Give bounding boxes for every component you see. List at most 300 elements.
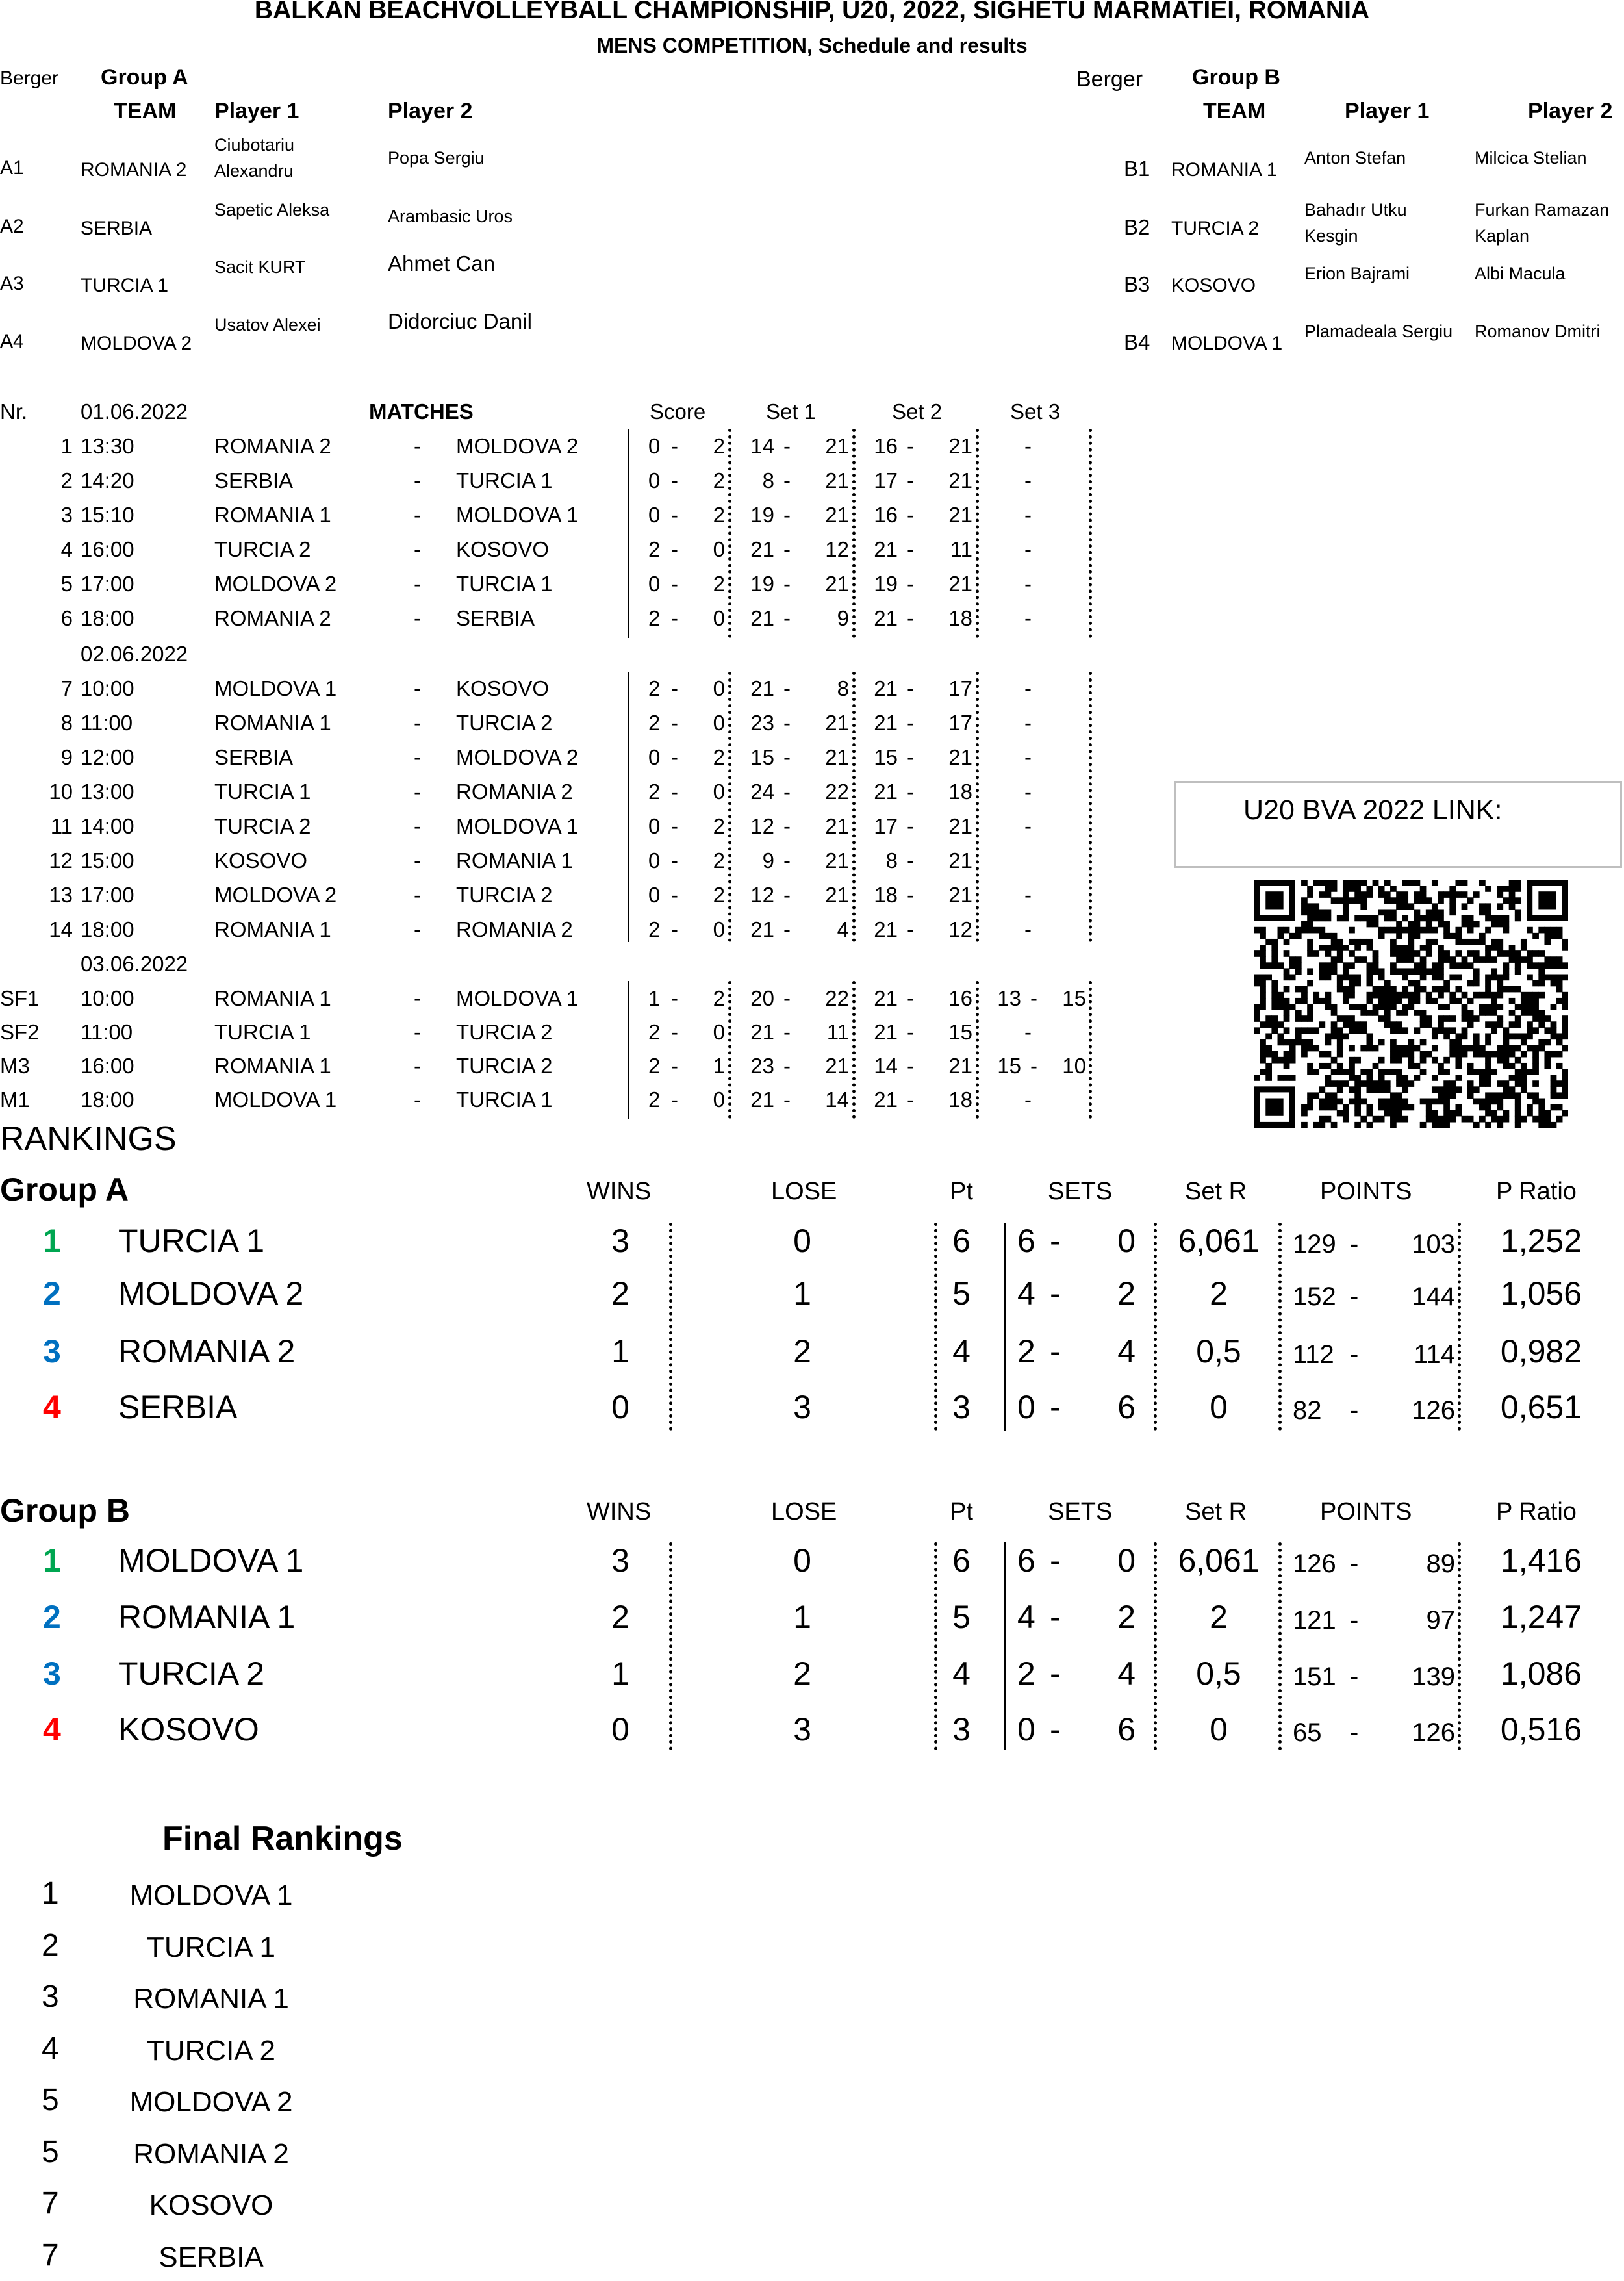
group-b-player2: Furkan Ramazan [1475, 200, 1610, 220]
set1-away: 21 [825, 434, 849, 458]
set1-home: 23 [750, 711, 774, 735]
player2-header-a: Player 2 [388, 99, 473, 123]
match-home-team: MOLDOVA 2 [214, 572, 337, 596]
match-time: 10:00 [81, 676, 134, 700]
match-score-home: 2 [648, 676, 661, 700]
match-dash: - [783, 572, 791, 596]
match-nr: 12 [49, 848, 73, 873]
set2-home: 15 [874, 745, 898, 769]
col-pratio-header: P Ratio [1496, 1178, 1577, 1205]
ranking-pt: 4 [952, 1333, 971, 1370]
ranking-team: MOLDOVA 2 [118, 1275, 304, 1312]
match-dash: - [783, 711, 791, 735]
ranking-team: ROMANIA 1 [118, 1599, 296, 1635]
set2-home: 16 [874, 503, 898, 527]
ranking-team: ROMANIA 2 [118, 1333, 296, 1370]
match-score-away: 0 [713, 1020, 725, 1044]
ranking-set-ratio: 0,5 [1196, 1655, 1241, 1692]
score-divider [628, 672, 629, 942]
ranking-sets-won: 0 [1017, 1711, 1035, 1748]
final-position: 7 [42, 2237, 59, 2273]
ranking-pt: 5 [952, 1599, 971, 1635]
group-b-team: MOLDOVA 1 [1171, 333, 1283, 354]
set2-home: 17 [874, 468, 898, 492]
ranking-sets-lost: 4 [1117, 1655, 1136, 1692]
set1-home: 21 [750, 676, 774, 700]
ranking-column-divider [1004, 1223, 1006, 1431]
final-team: MOLDOVA 2 [129, 2086, 293, 2118]
berger-label-b: Berger [1076, 67, 1143, 92]
group-b-player2: Romanov Dmitri [1475, 322, 1601, 341]
ranking-points-dash: - [1350, 1230, 1359, 1258]
final-position: 2 [42, 1928, 59, 1963]
set3-empty: - [1024, 537, 1032, 561]
ranking-sets-won: 2 [1017, 1333, 1035, 1370]
match-dash: - [907, 848, 914, 873]
set1-away: 21 [825, 745, 849, 769]
match-dash: - [671, 814, 678, 838]
set2-home: 16 [874, 434, 898, 458]
team-header-a: TEAM [114, 99, 177, 123]
set2-away: 21 [948, 434, 972, 458]
group-b-player1: Bahadır Utku [1304, 200, 1407, 220]
ranking-set-ratio: 6,061 [1178, 1223, 1260, 1259]
qr-code-icon[interactable] [1254, 880, 1568, 1128]
match-nr: 9 [60, 745, 73, 769]
ranking-pt: 6 [952, 1542, 971, 1579]
match-dash: - [783, 1088, 791, 1112]
ranking-position: 3 [43, 1655, 61, 1692]
ranking-points-lost: 126 [1412, 1396, 1455, 1425]
ranking-points-dash: - [1350, 1396, 1359, 1425]
match-dash: - [783, 848, 791, 873]
ranking-position: 4 [43, 1389, 61, 1425]
player1-header-a: Player 1 [214, 99, 299, 123]
match-time: 14:20 [81, 468, 134, 492]
match-dash: - [671, 711, 678, 735]
set2-home: 21 [874, 986, 898, 1010]
match-score-away: 0 [713, 537, 725, 561]
ranking-pt: 4 [952, 1655, 971, 1692]
ranking-position: 3 [43, 1333, 61, 1370]
ranking-sets-lost: 0 [1117, 1223, 1136, 1259]
set2-away: 21 [948, 745, 972, 769]
ranking-points-dash: - [1350, 1718, 1359, 1747]
match-dash: - [783, 434, 791, 458]
set3-empty: - [1024, 814, 1032, 838]
match-time: 11:00 [81, 711, 133, 735]
ranking-sets-dash: - [1050, 1223, 1061, 1259]
ranking-column-divider [1458, 1223, 1461, 1431]
match-dash: - [671, 572, 678, 596]
set3-home: 15 [997, 1054, 1021, 1078]
match-dash: - [907, 745, 914, 769]
group-a-player2: Arambasic Uros [388, 207, 513, 226]
col-wins-header: WINS [587, 1178, 652, 1205]
col-setr-header: Set R [1185, 1178, 1247, 1205]
match-away-team: TURCIA 2 [456, 883, 553, 907]
ranking-points-lost: 89 [1426, 1549, 1455, 1578]
ranking-points-lost: 126 [1412, 1718, 1455, 1747]
ranking-wins: 3 [611, 1223, 629, 1259]
ranking-set-ratio: 0 [1210, 1711, 1228, 1748]
group-b-player1: Erion Bajrami [1304, 264, 1410, 283]
group-a-team: ROMANIA 2 [81, 159, 187, 181]
match-dash: - [414, 814, 421, 838]
match-nr: 5 [60, 572, 73, 596]
match-dash: - [783, 780, 791, 804]
ranking-lose: 1 [793, 1599, 811, 1635]
match-score-away: 2 [713, 986, 725, 1010]
match-away-team: TURCIA 2 [456, 1054, 553, 1078]
set3-empty: - [1024, 1088, 1032, 1112]
match-dash: - [907, 986, 914, 1010]
ranking-p-ratio: 0,982 [1500, 1333, 1582, 1370]
match-dash: - [671, 537, 678, 561]
set3-empty: - [1024, 917, 1032, 941]
match-score-home: 0 [648, 503, 661, 527]
match-nr: M3 [0, 1054, 30, 1078]
ranking-sets-lost: 4 [1117, 1333, 1136, 1370]
match-dash: - [671, 676, 678, 700]
ranking-sets-won: 6 [1017, 1542, 1035, 1579]
match-dash: - [783, 1054, 791, 1078]
player1-header-b: Player 1 [1345, 99, 1430, 123]
set3-empty: - [1024, 711, 1032, 735]
set-divider [728, 429, 731, 638]
ranking-pt: 6 [952, 1223, 971, 1259]
set-divider [1089, 429, 1092, 638]
ranking-position: 4 [43, 1711, 61, 1748]
set-divider [976, 429, 979, 638]
set3-away: 15 [1062, 986, 1086, 1010]
match-home-team: SERBIA [214, 468, 294, 492]
ranking-p-ratio: 1,247 [1500, 1599, 1582, 1635]
ranking-points-dash: - [1350, 1663, 1359, 1691]
match-away-team: TURCIA 1 [456, 572, 553, 596]
ranking-lose: 2 [793, 1333, 811, 1370]
set3-empty: - [1024, 745, 1032, 769]
match-dash: - [414, 468, 421, 492]
ranking-sets-won: 6 [1017, 1223, 1035, 1259]
match-dash: - [414, 1088, 421, 1112]
ranking-set-ratio: 2 [1210, 1599, 1228, 1635]
set1-home: 21 [750, 1088, 774, 1112]
match-nr: 8 [60, 711, 73, 735]
set1-away: 21 [825, 883, 849, 907]
group-b-player2: Albi Macula [1475, 264, 1566, 283]
set3-away: 10 [1062, 1054, 1086, 1078]
match-score-home: 2 [648, 917, 661, 941]
match-home-team: ROMANIA 1 [214, 986, 331, 1010]
match-dash: - [414, 883, 421, 907]
match-dash: - [783, 537, 791, 561]
set2-away: 17 [948, 676, 972, 700]
match-dash: - [671, 917, 678, 941]
ranking-lose: 3 [793, 1389, 811, 1425]
match-dash: - [907, 1020, 914, 1044]
match-home-team: TURCIA 1 [214, 780, 311, 804]
set1-away: 21 [825, 572, 849, 596]
score-divider [628, 429, 629, 638]
final-team: ROMANIA 2 [133, 2137, 289, 2170]
match-score-home: 0 [648, 745, 661, 769]
match-score-home: 2 [648, 711, 661, 735]
set2-home: 21 [874, 606, 898, 630]
set2-home: 21 [874, 676, 898, 700]
set2-away: 21 [948, 468, 972, 492]
ranking-column-divider [934, 1542, 937, 1750]
match-dash: - [414, 572, 421, 596]
match-dash: - [1030, 1054, 1037, 1078]
final-team: ROMANIA 1 [133, 1983, 289, 2015]
ranking-sets-won: 0 [1017, 1389, 1035, 1425]
col-pt-header: Pt [950, 1178, 973, 1205]
group-a-player2: Popa Sergiu [388, 148, 485, 168]
set2-away: 21 [948, 883, 972, 907]
ranking-column-divider [934, 1223, 937, 1431]
match-score-away: 0 [713, 711, 725, 735]
match-dash: - [671, 848, 678, 873]
match-away-team: MOLDOVA 1 [456, 986, 579, 1010]
ranking-points-lost: 103 [1412, 1230, 1455, 1258]
set2-home: 17 [874, 814, 898, 838]
group-b-code: B3 [1124, 272, 1150, 296]
match-dash: - [671, 606, 678, 630]
match-dash: - [414, 848, 421, 873]
set1-away: 22 [825, 986, 849, 1010]
match-score-home: 2 [648, 537, 661, 561]
match-time: 17:00 [81, 572, 134, 596]
match-nr: 1 [60, 434, 73, 458]
match-time: 12:00 [81, 745, 134, 769]
set2-away: 18 [948, 1088, 972, 1112]
set1-home: 24 [750, 780, 774, 804]
set2-away: 18 [948, 606, 972, 630]
set3-home: 13 [997, 986, 1021, 1010]
match-home-team: MOLDOVA 1 [214, 1088, 337, 1112]
match-home-team: SERBIA [214, 745, 294, 769]
ranking-column-divider [1278, 1223, 1282, 1431]
set-divider [852, 672, 856, 942]
match-nr: SF2 [0, 1020, 40, 1044]
qr-link-label: U20 BVA 2022 LINK: [1243, 795, 1503, 826]
set1-home: 8 [762, 468, 774, 492]
ranking-column-divider [1004, 1542, 1006, 1750]
ranking-set-ratio: 0,5 [1196, 1333, 1241, 1370]
group-a-player1: Sapetic Aleksa [214, 200, 330, 220]
match-dash: - [907, 676, 914, 700]
match-score-away: 2 [713, 883, 725, 907]
set3-empty: - [1024, 434, 1032, 458]
match-dash: - [671, 1088, 678, 1112]
ranking-column-divider [1278, 1542, 1282, 1750]
group-b-player2-line2: Kaplan [1475, 226, 1530, 246]
group-a-team: TURCIA 1 [81, 275, 169, 296]
ranking-points-dash: - [1350, 1340, 1359, 1369]
final-team: TURCIA 1 [146, 1931, 276, 1963]
set2-away: 18 [948, 780, 972, 804]
ranking-pt: 3 [952, 1711, 971, 1748]
set1-away: 8 [837, 676, 849, 700]
set2-away: 16 [948, 986, 972, 1010]
ranking-wins: 0 [611, 1389, 629, 1425]
match-dash: - [671, 780, 678, 804]
group-b-player1-line2: Kesgin [1304, 226, 1358, 246]
match-home-team: ROMANIA 2 [214, 434, 331, 458]
ranking-sets-lost: 6 [1117, 1711, 1136, 1748]
match-dash: - [414, 745, 421, 769]
set3-empty: - [1024, 503, 1032, 527]
ranking-column-divider [1154, 1542, 1157, 1750]
rankings-group-a-title: Group A [0, 1171, 129, 1208]
ranking-sets-dash: - [1050, 1711, 1061, 1748]
set2-home: 21 [874, 917, 898, 941]
ranking-wins: 2 [611, 1599, 629, 1635]
ranking-column-divider [1458, 1542, 1461, 1750]
match-home-team: MOLDOVA 2 [214, 883, 337, 907]
page-title: BALKAN BEACHVOLLEYBALL CHAMPIONSHIP, U20, 2022, SIGHETU MARMATIEI, ROMANIA [254, 0, 1370, 24]
ranking-set-ratio: 2 [1210, 1275, 1228, 1312]
match-dash: - [414, 676, 421, 700]
match-dash: - [414, 917, 421, 941]
set1-home: 9 [762, 848, 774, 873]
match-time: 14:00 [81, 814, 134, 838]
match-dash: - [671, 468, 678, 492]
match-away-team: MOLDOVA 2 [456, 745, 579, 769]
set1-home: 19 [750, 572, 774, 596]
match-home-team: ROMANIA 2 [214, 606, 331, 630]
group-b-player2: Milcica Stelian [1475, 148, 1587, 168]
schedule-set3-header: Set 3 [1010, 400, 1061, 424]
match-score-home: 2 [648, 780, 661, 804]
match-score-away: 0 [713, 676, 725, 700]
match-dash: - [907, 814, 914, 838]
match-dash: - [671, 503, 678, 527]
ranking-points-won: 82 [1293, 1396, 1322, 1425]
ranking-wins: 0 [611, 1711, 629, 1748]
match-score-home: 2 [648, 606, 661, 630]
match-dash: - [414, 711, 421, 735]
ranking-lose: 3 [793, 1711, 811, 1748]
player2-header-b: Player 2 [1528, 99, 1613, 123]
ranking-points-lost: 139 [1412, 1663, 1455, 1691]
match-away-team: SERBIA [456, 606, 535, 630]
match-away-team: TURCIA 1 [456, 468, 553, 492]
schedule-date-day2: 02.06.2022 [81, 642, 188, 666]
final-position: 5 [42, 2134, 59, 2169]
ranking-sets-won: 2 [1017, 1655, 1035, 1692]
match-score-home: 0 [648, 848, 661, 873]
match-home-team: KOSOVO [214, 848, 308, 873]
ranking-column-divider [669, 1223, 672, 1431]
ranking-p-ratio: 1,252 [1500, 1223, 1582, 1259]
group-b-code: B4 [1124, 330, 1150, 354]
group-a-player2: Didorciuc Danil [388, 309, 532, 333]
match-score-away: 0 [713, 1088, 725, 1112]
ranking-team: TURCIA 1 [118, 1223, 265, 1259]
col-sets-header: SETS [1048, 1178, 1113, 1205]
schedule-date-day3: 03.06.2022 [81, 952, 188, 976]
ranking-pt: 3 [952, 1389, 971, 1425]
ranking-sets-dash: - [1050, 1389, 1061, 1425]
ranking-points-won: 121 [1293, 1606, 1336, 1635]
set1-away: 4 [837, 917, 849, 941]
ranking-points-lost: 114 [1414, 1340, 1455, 1369]
col-points-header: POINTS [1320, 1498, 1412, 1525]
final-position: 5 [42, 2083, 59, 2117]
set2-away: 21 [948, 572, 972, 596]
match-nr: 11 [50, 814, 73, 838]
group-a-player1: Sacit KURT [214, 257, 306, 277]
group-b-player1: Plamadeala Sergiu [1304, 322, 1453, 341]
ranking-points-dash: - [1350, 1282, 1359, 1311]
col-sets-header: SETS [1048, 1498, 1113, 1525]
ranking-lose: 2 [793, 1655, 811, 1692]
ranking-sets-won: 4 [1017, 1599, 1035, 1635]
ranking-p-ratio: 1,416 [1500, 1542, 1582, 1579]
match-score-away: 0 [713, 606, 725, 630]
match-dash: - [414, 780, 421, 804]
schedule-set2-header: Set 2 [892, 400, 943, 424]
set1-home: 20 [750, 986, 774, 1010]
ranking-points-won: 151 [1293, 1663, 1336, 1691]
match-dash: - [907, 503, 914, 527]
match-score-home: 0 [648, 434, 661, 458]
match-dash: - [414, 434, 421, 458]
match-dash: - [671, 434, 678, 458]
set1-home: 12 [750, 883, 774, 907]
match-score-away: 2 [713, 468, 725, 492]
match-time: 15:00 [81, 848, 134, 873]
set1-away: 21 [825, 711, 849, 735]
ranking-sets-lost: 0 [1117, 1542, 1136, 1579]
ranking-sets-won: 4 [1017, 1275, 1035, 1312]
match-time: 18:00 [81, 606, 134, 630]
set2-home: 21 [874, 711, 898, 735]
ranking-p-ratio: 1,086 [1500, 1655, 1582, 1692]
set1-home: 19 [750, 503, 774, 527]
match-time: 11:00 [81, 1020, 133, 1044]
set3-empty: - [1024, 676, 1032, 700]
set2-away: 12 [948, 917, 972, 941]
match-away-team: MOLDOVA 1 [456, 503, 579, 527]
match-time: 17:00 [81, 883, 134, 907]
ranking-p-ratio: 0,516 [1500, 1711, 1582, 1748]
match-away-team: ROMANIA 2 [456, 780, 573, 804]
team-header-b: TEAM [1203, 99, 1266, 123]
set2-away: 21 [948, 848, 972, 873]
ranking-team: KOSOVO [118, 1711, 259, 1748]
group-a-player1: Usatov Alexei [214, 315, 321, 335]
match-time: 18:00 [81, 1088, 134, 1112]
set2-away: 21 [948, 814, 972, 838]
match-away-team: ROMANIA 1 [456, 848, 573, 873]
group-a-code: A4 [0, 331, 24, 352]
match-nr: 13 [49, 883, 73, 907]
match-away-team: MOLDOVA 1 [456, 814, 579, 838]
match-home-team: MOLDOVA 1 [214, 676, 337, 700]
set2-away: 15 [948, 1020, 972, 1044]
match-dash: - [783, 814, 791, 838]
group-b-team: KOSOVO [1171, 275, 1256, 296]
set-divider [728, 981, 731, 1119]
final-rankings-title: Final Rankings [162, 1820, 403, 1857]
set3-empty: - [1024, 572, 1032, 596]
match-nr: 14 [49, 917, 73, 941]
match-dash: - [414, 986, 421, 1010]
set2-away: 17 [948, 711, 972, 735]
